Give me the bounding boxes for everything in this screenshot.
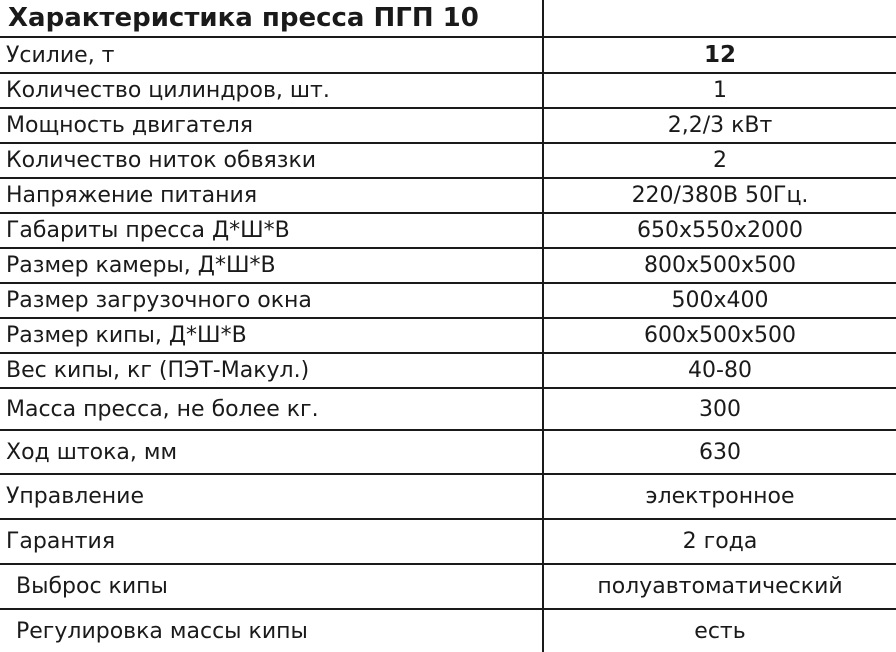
table-title-value: [543, 0, 896, 37]
row-label: Вес кипы, кг (ПЭТ-Макул.): [0, 353, 543, 388]
row-value: 2,2/3 кВт: [543, 108, 896, 143]
table-title: Характеристика пресса ПГП 10: [0, 0, 543, 37]
table-row: [0, 178, 896, 213]
row-label: Усилие, т: [0, 37, 543, 73]
row-value: 40-80: [543, 353, 896, 388]
row-label: Управление: [0, 474, 543, 519]
row-value: 300: [543, 388, 896, 430]
table-row: [0, 609, 896, 652]
table-row: [0, 430, 896, 474]
row-value: 220/380В 50Гц.: [543, 178, 896, 213]
table-row: [0, 213, 896, 248]
row-value: 12: [543, 37, 896, 73]
row-label: Количество цилиндров, шт.: [0, 73, 543, 108]
row-label: Регулировка массы кипы: [0, 609, 543, 652]
row-label: Гарантия: [0, 519, 543, 564]
row-value: 2: [543, 143, 896, 178]
row-label: Размер загрузочного окна: [0, 283, 543, 318]
table-row: [0, 519, 896, 564]
table-row: [0, 388, 896, 430]
table-row: [0, 283, 896, 318]
table-row: [0, 108, 896, 143]
row-label: Выброс кипы: [0, 564, 543, 609]
table-row: [0, 353, 896, 388]
row-label: Размер камеры, Д*Ш*В: [0, 248, 543, 283]
row-value: электронное: [543, 474, 896, 519]
row-value: 630: [543, 430, 896, 474]
row-value: 600х500х500: [543, 318, 896, 353]
table-row: [0, 73, 896, 108]
table-row: [0, 474, 896, 519]
row-label: Размер кипы, Д*Ш*В: [0, 318, 543, 353]
row-value: полуавтоматический: [543, 564, 896, 609]
table-row: [0, 318, 896, 353]
row-label: Ход штока, мм: [0, 430, 543, 474]
table-row: [0, 248, 896, 283]
table-row: [0, 564, 896, 609]
row-label: Габариты пресса Д*Ш*В: [0, 213, 543, 248]
table-row: [0, 143, 896, 178]
row-label: Мощность двигателя: [0, 108, 543, 143]
row-label: Масса пресса, не более кг.: [0, 388, 543, 430]
row-value: 1: [543, 73, 896, 108]
row-label: Количество ниток обвязки: [0, 143, 543, 178]
row-value: есть: [694, 618, 746, 644]
row-value: 650х550х2000: [543, 213, 896, 248]
row-label: Напряжение питания: [0, 178, 543, 213]
row-value: 500х400: [543, 283, 896, 318]
table-row: [0, 37, 896, 73]
table-title-row: [0, 0, 896, 37]
row-value: 800х500х500: [543, 248, 896, 283]
row-value: 2 года: [543, 519, 896, 564]
